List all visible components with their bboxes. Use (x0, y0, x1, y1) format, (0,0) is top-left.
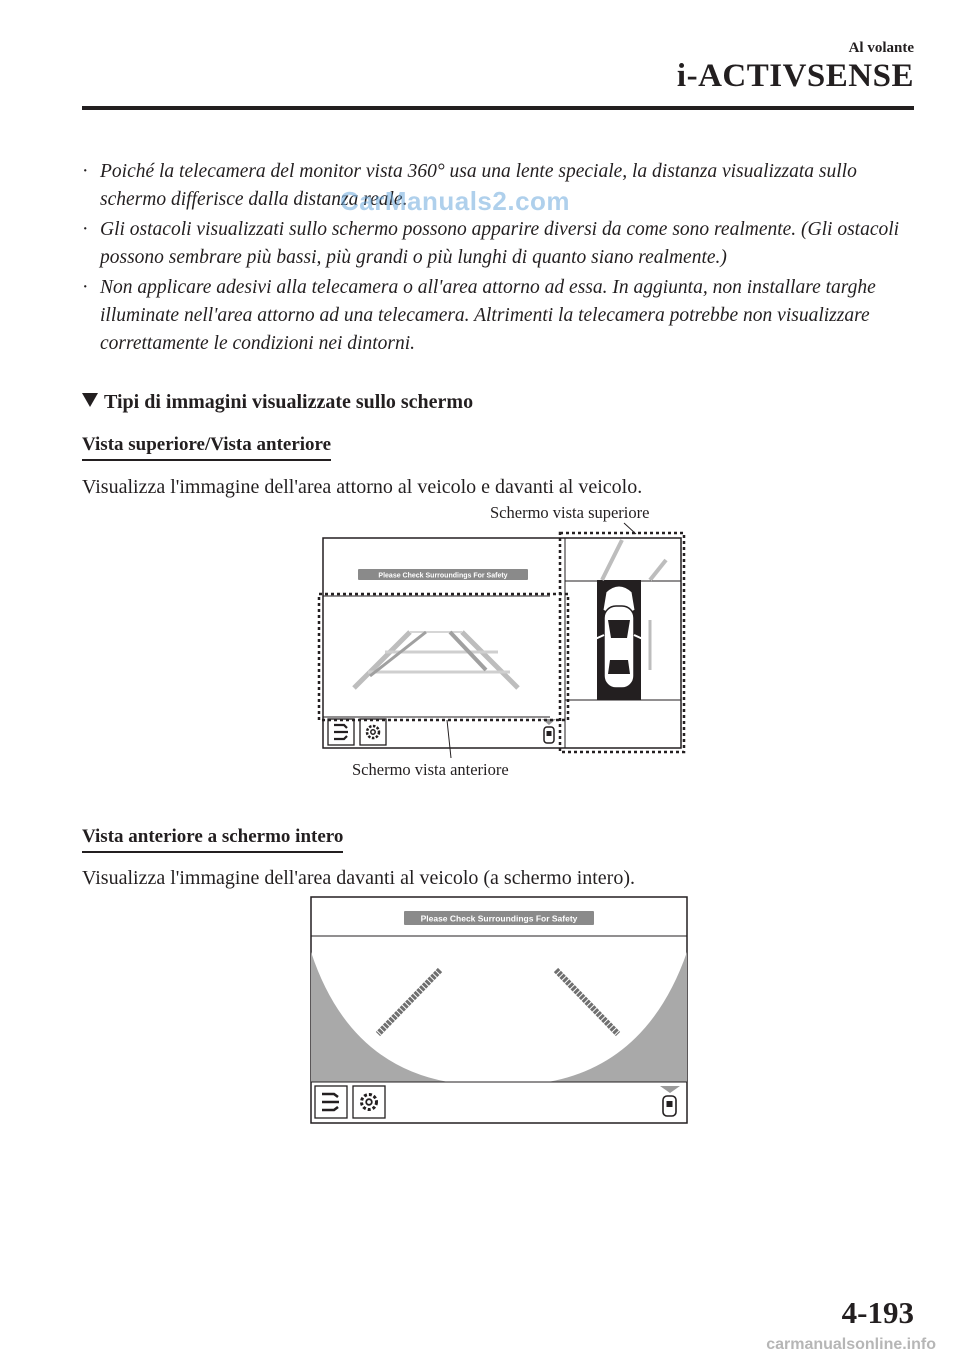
description-top-front: Visualizza l'immagine dell'area attorno al veicolo e davanti al veicolo. (82, 476, 643, 498)
label-top-view-screen: Schermo vista superiore (490, 503, 650, 522)
triangle-marker-icon (82, 393, 98, 407)
subheading-top-front: Vista superiore/Vista anteriore (82, 434, 331, 461)
note-item: · Poiché la telecamera del monitor vista 360° usa una lente speciale, la distanza visualizzata sullo schermo differisce dalla distanza reale. (82, 161, 857, 210)
safety-banner-text: Please Check Surroundings For Safety (378, 572, 508, 580)
watermark: CarManuals2.com (340, 186, 571, 216)
settings-gear-icon[interactable] (353, 1086, 385, 1118)
label-front-view-screen: Schermo vista anteriore (352, 760, 509, 779)
note-item: · Non applicare adesivi alla telecamera o all'area attorno ad essa. In aggiunta, non installare targhe illuminate nell'area attorno ad una telecamera. Altrimenti la telecamera potrebbe non visualizzare correttamente le condizioni nei dintorni. (82, 277, 876, 354)
camera-switch-icon[interactable] (315, 1086, 347, 1118)
description-full-front: Visualizza l'immagine dell'area davanti al veicolo (a schermo intero). (82, 867, 635, 889)
safety-banner-text: Please Check Surroundings For Safety (420, 913, 578, 924)
note-item: · Gli ostacoli visualizzati sullo schermo possono apparire diversi da come sono realmente. (Gli ostacoli possono sembrare più bassi, più grandi o più lunghi di quanto siano realmente.) (82, 219, 900, 268)
header-title: i-ACTIVSENSE (676, 58, 914, 94)
camera-switch-icon[interactable] (328, 719, 354, 745)
subheading-full-front: Vista anteriore a schermo intero (82, 826, 343, 853)
settings-gear-icon[interactable] (360, 719, 386, 745)
footer-site: carmanualsonline.info (766, 1336, 936, 1353)
header-rule (82, 106, 914, 110)
page-number: 4-193 (841, 1295, 914, 1330)
full-front-view-figure (308, 894, 692, 1126)
split-view-figure (310, 520, 690, 765)
section-heading: Tipi di immagini visualizzate sullo schermo (82, 391, 473, 414)
header-section: Al volante (848, 40, 914, 56)
